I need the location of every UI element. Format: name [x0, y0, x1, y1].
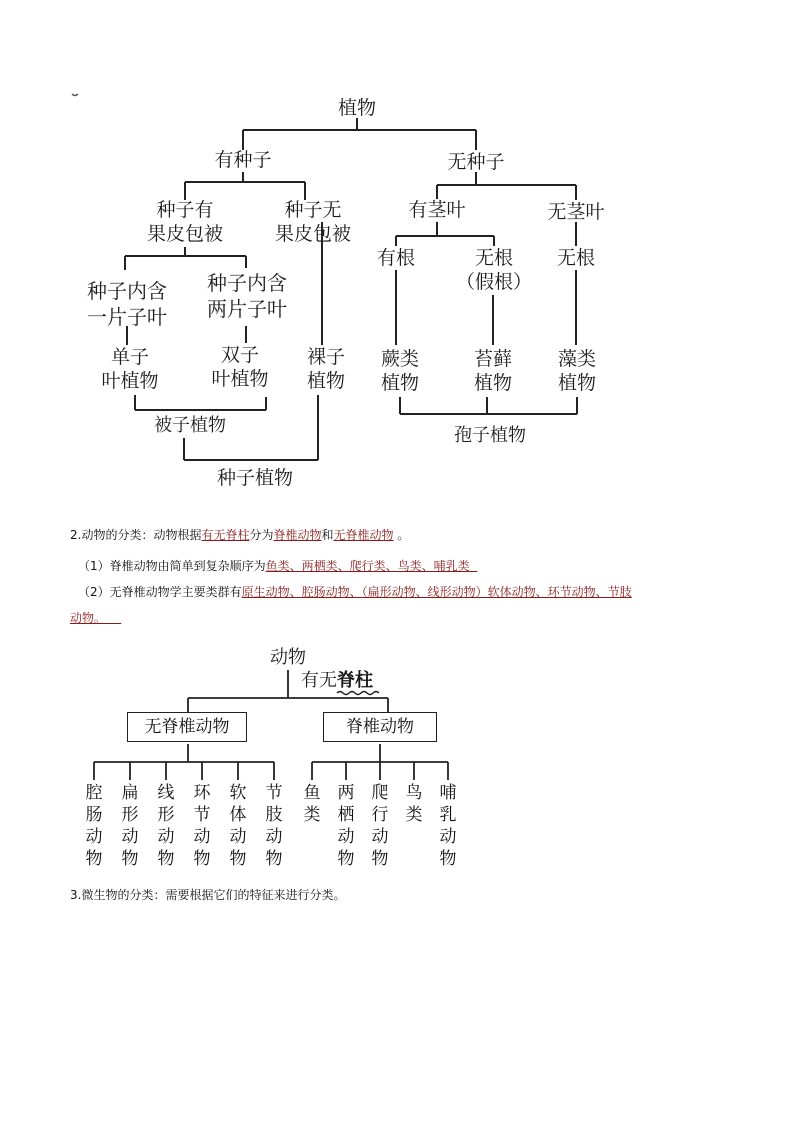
invertebrate-box: 无脊椎动物: [127, 712, 247, 742]
dicot-node: 双子 叶植物: [211, 344, 269, 390]
invertebrate-groups-paragraph: （2）无脊椎动物学主要类群有原生动物、腔肠动物、（扁形动物、线形动物）软体动物、环节动物、节肢: [78, 585, 632, 599]
vertebrate-group-reptile: 爬行动物: [371, 783, 389, 869]
one-cotyledon-node: 种子内含 一片子叶: [87, 279, 167, 329]
animal-root: 动物: [270, 647, 306, 668]
monocot-node: 单子 叶植物: [101, 346, 159, 392]
angiosperm-node: 被子植物: [154, 415, 226, 436]
invertebrate-groups-paragraph-cont: 动物。: [70, 611, 107, 625]
animal-classification-paragraph: 2.动物的分类：动物根据有无脊柱分为脊椎动物和无脊椎动物 。: [70, 528, 410, 542]
invertebrate-group-coelenterate: 腔肠动物: [85, 783, 103, 869]
two-cotyledon-node: 种子内含 两片子叶: [207, 271, 287, 321]
no-seed-node: 无种子: [447, 151, 505, 173]
has-root-node: 有根: [376, 247, 415, 269]
microorganism-paragraph: 3.微生物的分类：需要根据它们的特征来进行分类。: [70, 888, 346, 902]
invertebrate-group-flatworm: 扁形动物: [121, 783, 139, 869]
seed-plants-node: 种子植物: [216, 467, 293, 489]
no-root-rhizoid-node: 无根 （假根）: [455, 247, 532, 293]
criterion-label: 有无脊柱: [301, 670, 373, 691]
moss-node: 苔藓 植物: [473, 348, 512, 394]
invertebrate-group-arthropod: 节肢动物: [265, 783, 283, 869]
invertebrate-group-roundworm: 线形动物: [157, 783, 175, 869]
criterion-highlight: 有无脊柱: [201, 528, 250, 542]
invertebrate-group-annelid: 环节动物: [193, 783, 211, 869]
seed-uncovered-node: 种子无 果皮包被: [274, 199, 351, 245]
spore-plants-node: 孢子植物: [454, 425, 526, 446]
vertebrate-group-bird: 鸟类: [405, 783, 423, 825]
vertebrate-group-amphibian: 两栖动物: [337, 783, 355, 869]
no-stem-leaf-node: 无茎叶: [547, 201, 605, 223]
stem-leaf-node: 有茎叶: [408, 199, 466, 221]
vertebrate-order-highlight: 鱼类、两栖类、爬行类、鸟类、哺乳类: [265, 559, 470, 573]
seed-node: 有种子: [214, 149, 272, 171]
algae-node: 藻类 植物: [557, 348, 596, 394]
fern-node: 蕨类 植物: [380, 348, 419, 394]
seed-covered-node: 种子有 果皮包被: [146, 199, 223, 245]
invertebrate-highlight: 无脊椎动物: [333, 528, 394, 542]
vertebrate-order-paragraph: （1）脊椎动物由简单到复杂顺序为鱼类、两栖类、爬行类、鸟类、哺乳类: [78, 559, 470, 573]
gymnosperm-node: 裸子 植物: [306, 346, 345, 392]
vertebrate-box: 脊椎动物: [323, 712, 437, 742]
vertebrate-group-fish: 鱼类: [303, 783, 321, 825]
vertebrate-group-mammal: 哺乳动物: [439, 783, 457, 869]
invertebrate-group-mollusk: 软体动物: [229, 783, 247, 869]
vertebrate-highlight: 脊椎动物: [273, 528, 322, 542]
invertebrate-groups-highlight: 原生动物、腔肠动物、（扁形动物、线形动物）软体动物、环节动物、节肢: [241, 585, 632, 599]
plant-root: 植物: [337, 97, 376, 119]
no-root-node: 无根: [556, 247, 595, 269]
